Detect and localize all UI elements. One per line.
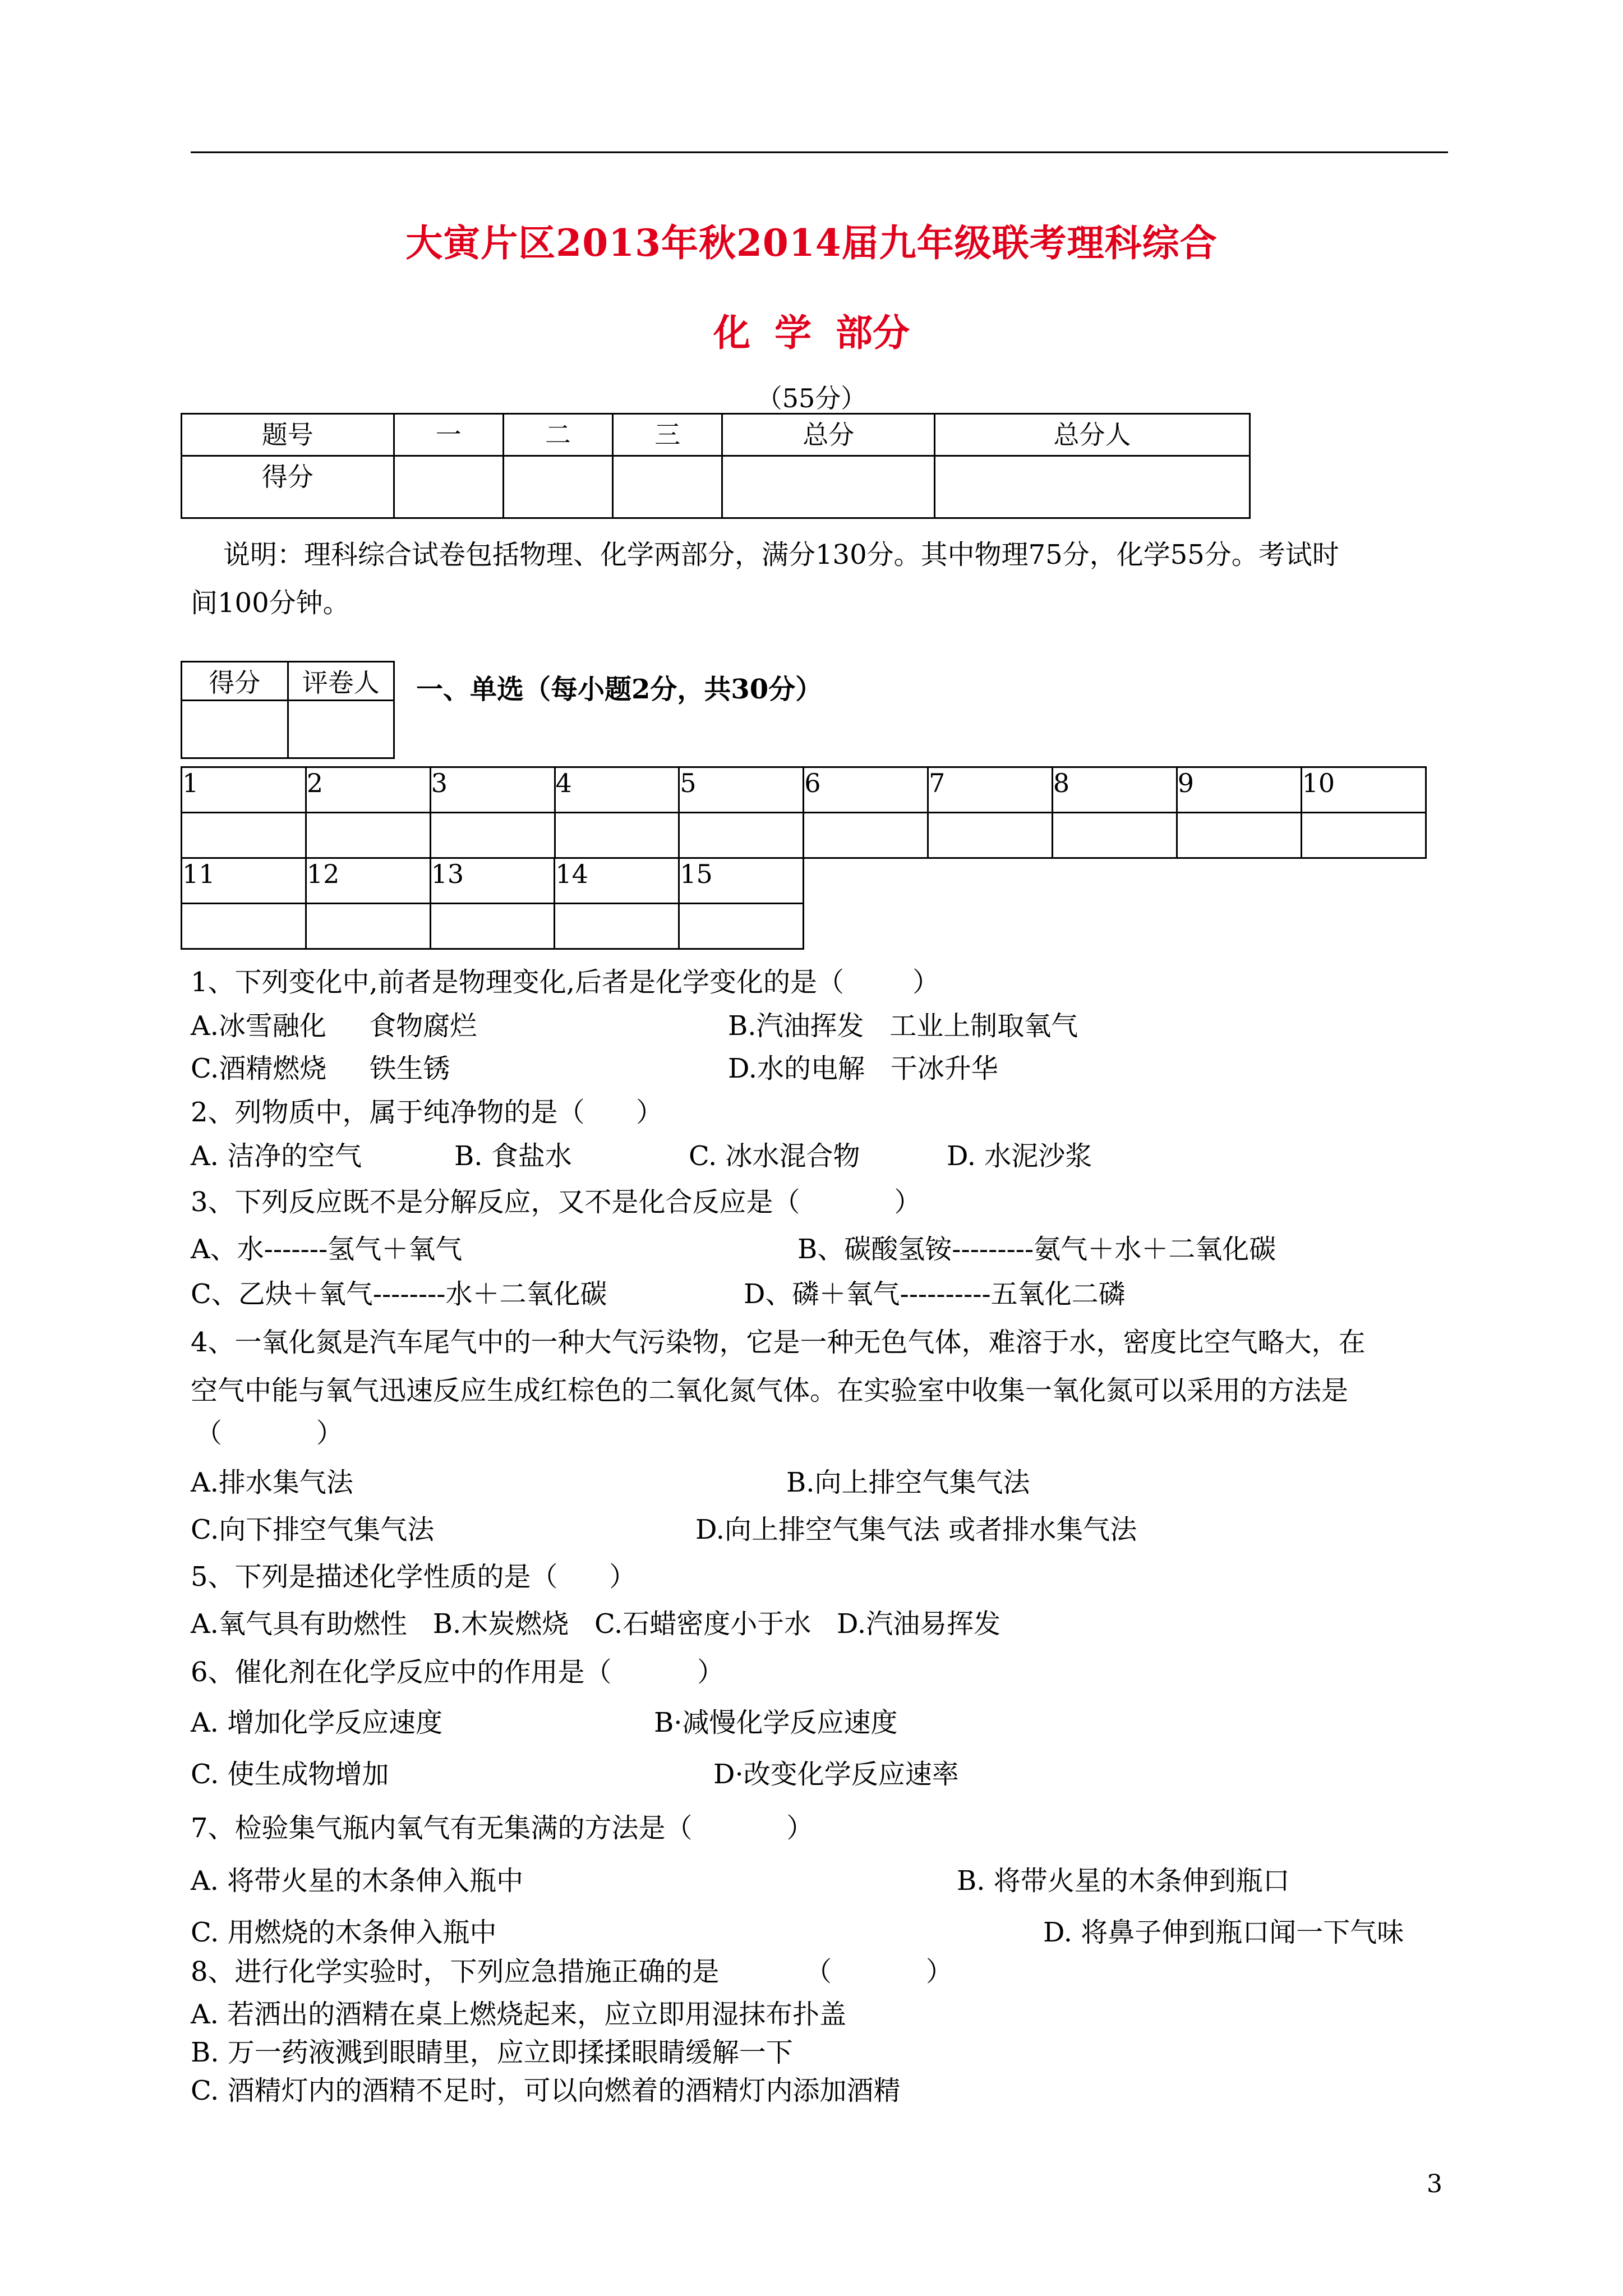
answer-number-cell: 6	[804, 767, 928, 813]
question-4-option-a: A.排水集气法	[191, 1467, 353, 1498]
question-2-option-a: A. 洁净的空气	[191, 1140, 362, 1172]
grader-name-label: 评卷人	[288, 662, 394, 701]
question-1-option-c: C.酒精燃烧 铁生锈	[191, 1053, 450, 1084]
question-2-option-c: C. 冰水混合物	[689, 1140, 860, 1172]
answer-number-cell: 15	[679, 858, 804, 904]
question-8-option-c: C. 酒精灯内的酒精不足时，可以向燃着的酒精灯内添加酒精	[191, 2075, 901, 2106]
question-5-options: A.氧气具有助燃性 B.木炭燃烧 C.石蜡密度小于水 D.汽油易挥发	[191, 1608, 1001, 1640]
question-3-option-b: B、碳酸氢铵---------氨气＋水＋二氧化碳	[797, 1234, 1276, 1265]
answer-blank-cell	[679, 904, 804, 949]
question-7-option-d: D. 将鼻子伸到瓶口闻一下气味	[1043, 1917, 1404, 1948]
question-2-stem: 2、列物质中，属于纯净物的是（ ）	[191, 1097, 663, 1128]
question-7-option-c: C. 用燃烧的木条伸入瓶中	[191, 1917, 497, 1948]
question-8-option-b: B. 万一药液溅到眼睛里，应立即揉揉眼睛缓解一下	[191, 2037, 793, 2068]
grader-blank-cell	[182, 701, 288, 758]
question-5-stem: 5、下列是描述化学性质的是（ ）	[191, 1561, 637, 1593]
answer-blank-cell	[679, 813, 804, 858]
answer-blank-cell	[928, 813, 1053, 858]
question-8-option-a: A. 若洒出的酒精在桌上燃烧起来，应立即用湿抹布扑盖	[191, 1999, 847, 2030]
section-one-title: 一、单选（每小题2分，共30分）	[416, 674, 823, 705]
question-3-option-a: A、水-------氢气＋氧气	[191, 1234, 463, 1265]
answer-blank-cell	[430, 813, 555, 858]
question-3-option-d: D、磷＋氧气----------五氧化二磷	[744, 1278, 1126, 1310]
score-header-cell: 三	[613, 414, 722, 456]
question-6-option-d: D·改变化学反应速率	[713, 1759, 959, 1790]
answer-blank-cell	[804, 813, 928, 858]
answer-number-cell: 7	[928, 767, 1053, 813]
score-blank-cell	[722, 456, 935, 518]
question-2-option-d: D. 水泥沙浆	[947, 1140, 1092, 1172]
question-7-stem: 7、检验集气瓶内氧气有无集满的方法是（ ）	[191, 1812, 814, 1844]
score-header-cell: 题号	[182, 414, 394, 456]
question-6-option-b: B·减慢化学反应速度	[654, 1707, 898, 1738]
question-8-stem: 8、进行化学实验时，下列应急措施正确的是 （ ）	[191, 1956, 953, 1987]
score-header-cell: 总分	[722, 414, 935, 456]
answer-number-cell: 10	[1301, 767, 1426, 813]
answer-grid-row2	[181, 857, 804, 950]
question-2-option-b: B. 食盐水	[454, 1140, 572, 1172]
question-1-option-d: D.水的电解 干冰升华	[728, 1053, 998, 1084]
answer-blank-cell	[555, 904, 679, 949]
question-4-stem-line3: （ ）	[195, 1418, 343, 1449]
grader-blank-cell	[288, 701, 394, 758]
question-4-option-c: C.向下排空气集气法	[191, 1514, 435, 1545]
answer-number-cell: 4	[555, 767, 679, 813]
answer-blank-cell	[182, 904, 306, 949]
answer-blank-cell	[430, 904, 555, 949]
question-3-option-c: C、乙炔＋氧气--------水＋二氧化碳	[191, 1278, 607, 1310]
answer-number-cell: 12	[306, 858, 430, 904]
score-row-label: 得分	[182, 456, 394, 518]
question-6-option-a: A. 增加化学反应速度	[191, 1707, 443, 1738]
score-blank-cell	[503, 456, 612, 518]
question-7-option-a: A. 将带火星的木条伸入瓶中	[191, 1865, 524, 1897]
question-4-stem-line1: 4、一氧化氮是汽车尾气中的一种大气污染物，它是一种无色气体，难溶于水，密度比空气略大，在	[191, 1327, 1366, 1358]
answer-number-cell: 1	[182, 767, 306, 813]
question-4-option-d: D.向上排空气集气法 或者排水集气法	[695, 1514, 1137, 1545]
answer-blank-cell	[306, 813, 430, 858]
total-score-note: （55分）	[756, 383, 867, 413]
answer-number-cell: 14	[555, 858, 679, 904]
answer-number-cell: 3	[430, 767, 555, 813]
exam-subtitle: 化 学 部分	[713, 311, 910, 355]
top-rule	[191, 151, 1448, 153]
answer-number-cell: 8	[1052, 767, 1177, 813]
answer-number-cell: 9	[1177, 767, 1301, 813]
score-table	[181, 413, 1251, 519]
question-6-stem: 6、催化剂在化学反应中的作用是（ ）	[191, 1657, 725, 1688]
answer-grid-row1	[181, 766, 1427, 859]
answer-blank-cell	[1052, 813, 1177, 858]
exam-title: 大寅片区2013年秋2014届九年级联考理科综合	[405, 221, 1218, 265]
answer-number-cell: 13	[430, 858, 555, 904]
answer-number-cell: 2	[306, 767, 430, 813]
answer-number-cell: 5	[679, 767, 804, 813]
grader-score-label: 得分	[182, 662, 288, 701]
question-3-stem: 3、下列反应既不是分解反应，又不是化合反应是（ ）	[191, 1186, 921, 1218]
answer-blank-cell	[1301, 813, 1426, 858]
question-1-stem: 1、下列变化中,前者是物理变化,后者是化学变化的是（ ）	[191, 967, 940, 998]
answer-blank-cell	[306, 904, 430, 949]
question-1-option-a: A.冰雪融化 食物腐烂	[191, 1010, 477, 1042]
instructions-line1: 说明：理科综合试卷包括物理、化学两部分，满分130分。其中物理75分，化学55分。考试时	[223, 539, 1339, 570]
question-1-option-b: B.汽油挥发 工业上制取氧气	[728, 1010, 1078, 1042]
score-blank-cell	[935, 456, 1250, 518]
page-number: 3	[1427, 2170, 1442, 2198]
grader-table	[181, 661, 395, 759]
answer-blank-cell	[555, 813, 679, 858]
score-header-cell: 总分人	[935, 414, 1250, 456]
score-header-cell: 一	[394, 414, 503, 456]
score-blank-cell	[394, 456, 503, 518]
score-header-cell: 二	[503, 414, 612, 456]
answer-blank-cell	[1177, 813, 1301, 858]
score-blank-cell	[613, 456, 722, 518]
answer-blank-cell	[182, 813, 306, 858]
question-4-stem-line2: 空气中能与氧气迅速反应生成红棕色的二氧化氮气体。在实验室中收集一氧化氮可以采用的方法是	[191, 1375, 1349, 1406]
instructions-line2: 间100分钟。	[191, 587, 350, 619]
question-6-option-c: C. 使生成物增加	[191, 1759, 389, 1790]
question-7-option-b: B. 将带火星的木条伸到瓶口	[957, 1865, 1290, 1897]
question-4-option-b: B.向上排空气集气法	[786, 1467, 1030, 1498]
answer-number-cell: 11	[182, 858, 306, 904]
